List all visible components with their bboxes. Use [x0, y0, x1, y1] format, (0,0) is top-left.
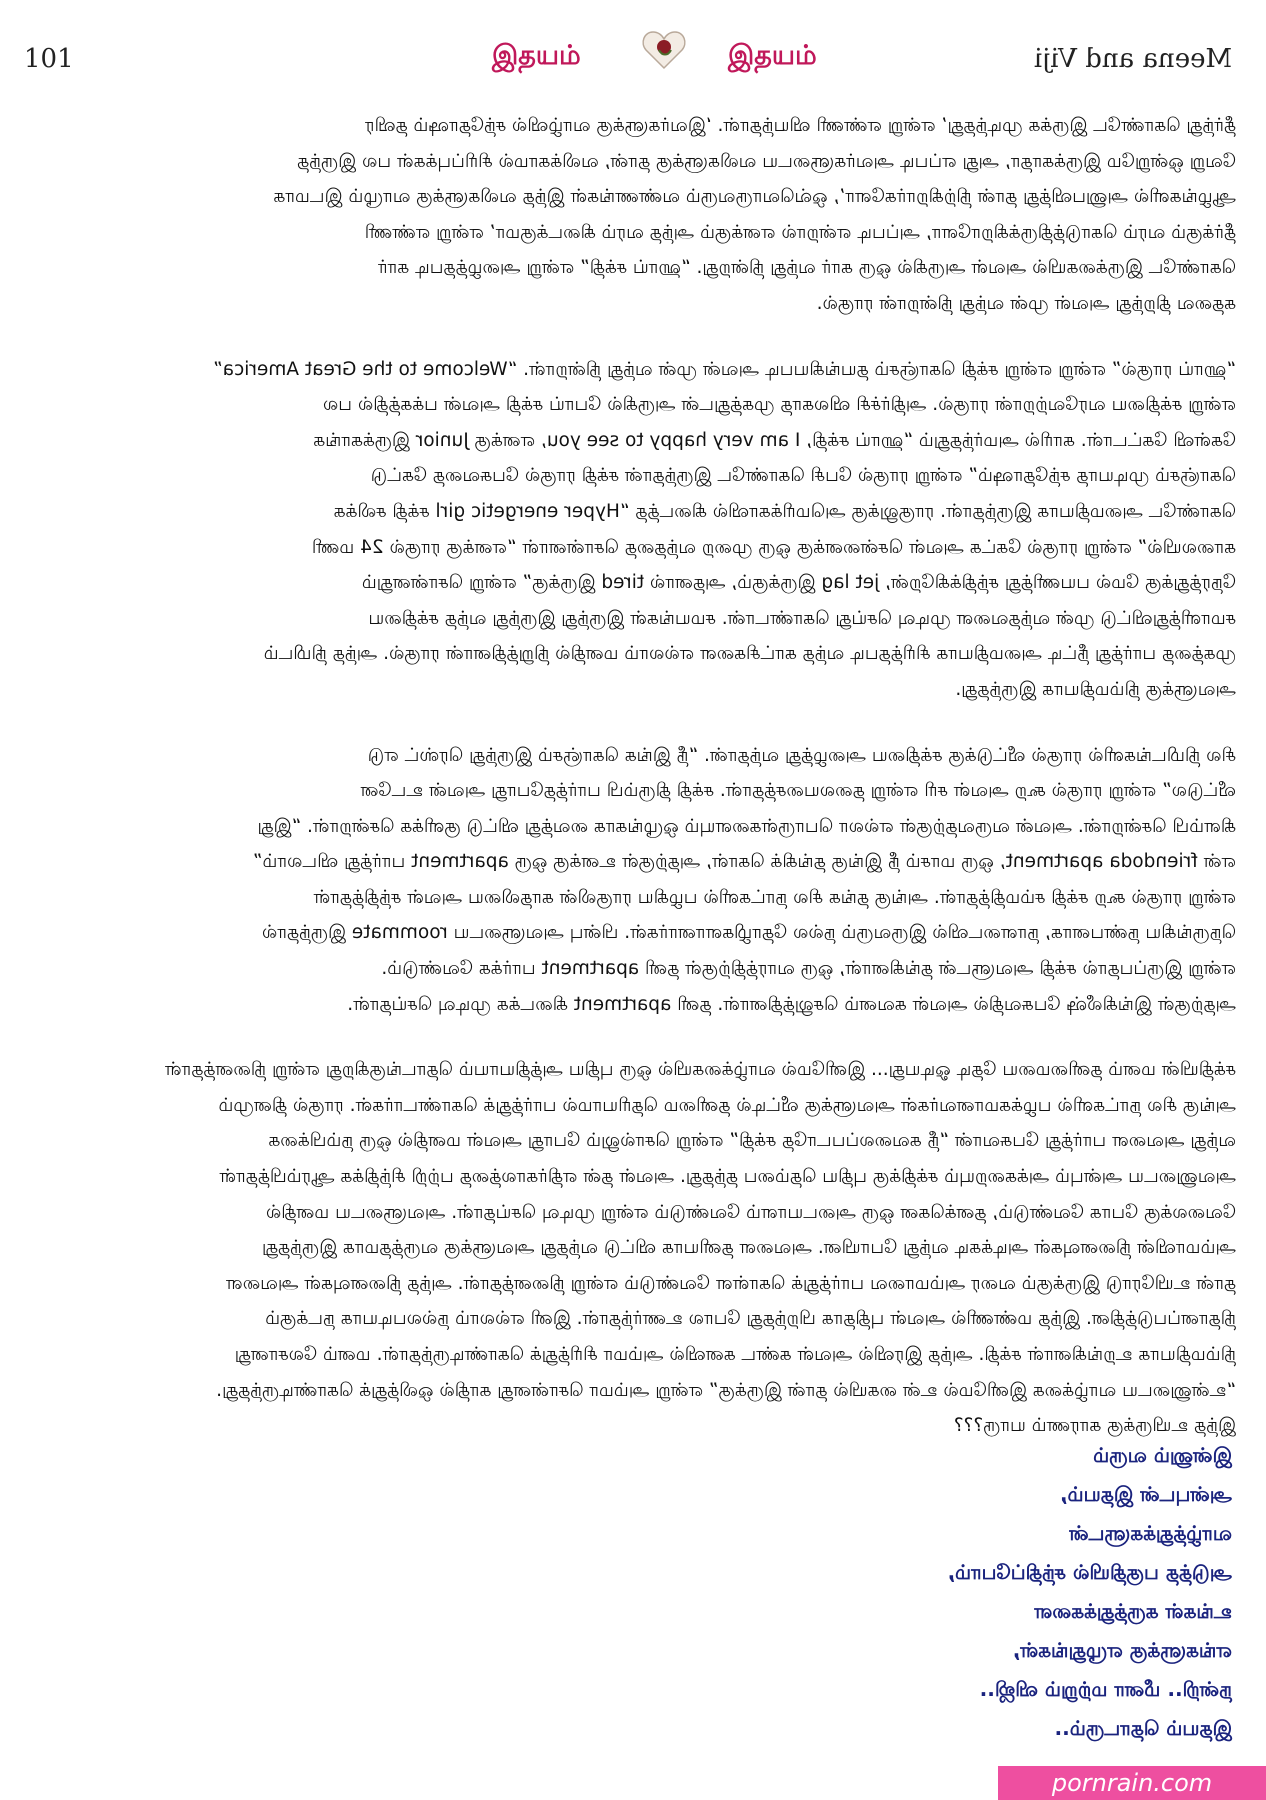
text-line: வேறு ஒன்றுமே இருக்காதா, அது எப்படி அவர்களுடைய வலிகளுக்கு தான், வலிக்காமல் சிரிப்புக்கள் பல இருந்த	[297, 150, 1236, 172]
page-header	[0, 0, 1266, 88]
text-line: சக்தியின் மனம் தனிமையை தேடி ஓடியது... இனிமேல் வாழ்க்கையில் ஒரு புதிய அத்தியாயம் தொடங்குகிறது என்று நினைத்தாள்	[164, 1059, 1236, 1081]
closing-line: இன்னும் வரும்	[1093, 1443, 1232, 1467]
text-line: ஆழங்களில் அனுபவித்து தான் நிற்கிறார்களோ’, ஒவ்வொருவரும் வண்ணங்கள் இந்த வலிகளுக்கு வாழும் இடமாக	[273, 186, 1236, 208]
closing-line: நன்றி.. மீனா மற்றும் விஜி..	[979, 1677, 1232, 1701]
text-line: கொஞ்சம் முடியாத சந்தோஷம்” என்று ராகுல் பேசி கொண்டே இருந்தான் சக்தி ராகுல் பேசுவதை கேட்டு	[370, 465, 1236, 487]
text-line: வீட்டுல” என்று ராகுல் கூற அவள் சரி என்று தலையசைத்தாள். சக்தி திரும்பி பார்த்தபோது அவன் உடனே	[360, 780, 1236, 802]
text-line: நேரத்துக்கு மேல் பயணித்து சந்திக்கிறேன், jet lag இருக்கும், அதனால் tired இருக்கு” என்று சொன்னதும்	[361, 572, 1236, 594]
text-line: வேலைக்கு போக வேண்டும், தனக்கென ஒரு அடையாளம் வேண்டும் என்று முடிவு செய்தாள். அவளுடைய மனதில்	[265, 1201, 1236, 1223]
text-line: சில நிமிடங்களில் ராகுல் வீட்டுக்கு சக்தியை அழைத்து வந்தான். “நீ இங்க கொஞ்சம் இருந்து ரெஸ்ட் எடு	[367, 744, 1236, 766]
text-line: இந்த உயிருக்கு காரணம் யாரு???	[953, 1415, 1236, 1437]
text-line: “ஹாய் ராகுல்” என்று என்று சக்தி கொஞ்சம் தயங்கியபடி அவன் முன் வந்து நின்றாள். “Welcome to the Great America”	[213, 358, 1236, 380]
text-line: கேள்வி கேட்டாள். காரில் அமர்ந்ததும் “ஹாய் சக்தி, I am very happy to see you, எனக்கு Junior இருக்காங்க	[313, 429, 1236, 451]
text-line: தான் உயிரோடு இருக்கும் வரை அம்மாவை பார்த்துக் கொள்ள வேண்டும் என்று நினைத்தாள். அந்த நினைவுகள் அவளை	[225, 1272, 1236, 1294]
text-line: என் friendoda apartment, ஒரு மாசம் நீ இங்கு தங்கிக் கொள், அதற்குள் உனக்கு ஒரு apartment பார்த்து விடலாம்”	[252, 851, 1236, 873]
text-line: அவளுக்கு நிம்மதியாக இருந்தது.	[955, 678, 1236, 700]
text-line: கிளம்பி சென்றான். அவன் வருவதற்குள் எல்லா பொருள்களையும் ஒழுங்காக வைத்து விட்டு குளிக்க சென்றாள். “இது	[257, 815, 1236, 837]
text-line: அம்மாவின் நினைவுகள் அடிக்கடி வந்து போயின. அவளை தனியாக விட்டு வந்தது அவளுக்கு வருத்தமாக இருந்தது	[261, 1237, 1236, 1259]
closing-signature	[632, 1436, 1232, 1748]
text-line: என்று சக்தியை வரவேற்றான் ராகுல். அதிர்ச்சி விலகாத முகத்துடன் அருகில் போய் சக்தி அவன் பக்கத்தில் பல	[322, 394, 1236, 416]
text-line: கொண்டே அமைதியாக இருந்தாள். ராகுலுக்கு அமெரிக்காவில் கிடைத்த “Hyper energetic girl சக்தி சலிக்க	[333, 500, 1236, 522]
closing-line: அன்புடன் இதயம்,	[1059, 1482, 1232, 1506]
closing-line: அடுத்த பகுதியில் சந்திப்போம்,	[947, 1560, 1232, 1584]
author-credit: Meena and Viji	[1033, 44, 1232, 74]
text-line: தீர்ந்து கொண்டே இருக்க முடிந்தது’ என்று எண்ணி வியந்தாள். ‘இவர்களுக்கு வாழ்வில் சந்தோஷம் தவிர	[364, 115, 1236, 136]
story-body	[20, 108, 1236, 1474]
text-line: நெருங்கிய நண்பனாக, நாளடைவில் இருவரும் நல்ல தோழிகளானார்கள். பின்பு அவளுடைய roommate இருந்தால்	[261, 922, 1236, 944]
paragraph	[20, 352, 1236, 708]
header-title-left: இதயம்	[492, 40, 581, 71]
paragraph	[20, 1052, 1236, 1444]
text-line: காலையில்” என்று ராகுல் கேட்க அவள் சென்னைக்கு ஒரு முறை வந்ததை சொன்னாள் “எனக்கு ராகுல் 24 மணி	[311, 536, 1236, 558]
heart-icon	[640, 26, 688, 74]
closing-line: உங்கள் கருத்துக்களை	[1034, 1599, 1232, 1623]
closing-line: வாழ்த்துக்களுடன்	[1069, 1521, 1232, 1545]
text-line: தீர்க்கும் வரம் கொடுத்திருக்கிறாளோ, அப்படி என்றால் எனக்கும் அந்த வரம் கிடைக்குமா’ என்று எண்ணி	[364, 221, 1236, 243]
text-line: முகத்தை பார்த்து நீட்டி அமைதியாக சிரித்தபடி வந்த காட்சிகளை எல்லாம் மனதில் நிறுத்தினான் ராகுல். அந்த நிமிடம்	[263, 643, 1236, 665]
closing-line: எங்களுக்கு எழுதுங்கள்,	[1012, 1638, 1232, 1662]
closing-line: இதயம் தொடரும்..	[1054, 1716, 1232, 1740]
paragraph	[20, 738, 1236, 1023]
header-title-right: இதயம்	[728, 40, 817, 71]
text-line: சமாளித்துவிட்டு முன் வந்தவளை முடிவு செய்து கொண்டான். சமயங்கள் இருந்து இருந்து வந்த சக்தியை	[368, 607, 1236, 629]
text-line: அவனுடைய அன்பும் அக்கறையும் சக்திக்கு புதிய தெம்பை தந்தது. அவள் தன் எதிர்காலத்தை பற்றி சிந்திக்க ஆரம்பித்தாள்	[219, 1166, 1236, 1188]
page-number: 101	[24, 44, 74, 74]
text-line: அதற்குள் இங்கிலீஷ் பேசுவதில் அவள் கவனம் செலுத்தினாள். தனி apartment கிடைக்க முடிவு செய்தாள்.	[347, 993, 1236, 1015]
text-line: என்று ராகுல் கூற சக்தி சம்மதித்தாள். அங்கு தங்க சில நாட்களில் பழகிய ராகுலின் காதலியை அவள் சந்தித்தாள்	[313, 886, 1236, 908]
paragraph	[20, 108, 1236, 322]
text-line: என்று இருப்பதால் சக்தி அவளுடன் தங்கினாள், ஒரு வாரத்திற்குள் தனி apartment பார்க்க வேண்டும்.	[381, 958, 1236, 980]
text-line: நிம்மதியாக உறங்கினாள் சக்தி. அந்த இரவில் அவள் கண்ட கனவில் அம்மா சிரித்துக் கொண்டிருந்தாள். மனம் லேசானது	[234, 1344, 1236, 1365]
text-line: கொண்டே இருக்கையில் அவள் அருகில் ஒரு கார் வந்து நின்றது. “ஹாய் சக்தி” என்று அழைத்தபடி கார்	[377, 257, 1236, 279]
watermark: pornrain.com	[998, 1766, 1266, 1800]
text-line: அங்கு சில நாட்களில் பழக்கமானவர்கள் அவளுக்கு வீட்டில் தனிமை தெரியாமல் பார்த்துக் கொண்டார்கள். ராகுல் தினமும்	[218, 1094, 1236, 1116]
text-line: நிதானப்படுத்தின. இந்த மண்ணில் அவள் புதிதாக பிறந்தது போல உணர்ந்தாள். இனி எல்லாம் நல்லபடியாக நடக்கும்	[265, 1308, 1236, 1330]
text-line: வந்து அவளை பார்த்து பேசுவான் “நீ கவலைப்படாதே சக்தி” என்று சொல்லும் போது அவள் மனதில் ஒரு நம்பிக்கை	[268, 1130, 1236, 1152]
text-line: கதவை திறந்து அவள் முன் வந்து நின்றான் ராகுல்.	[816, 292, 1236, 314]
text-line: “உன்னுடைய வாழ்க்கை இனிமேல் உன் கையில் தான் இருக்கு” என்று அம்மா சொன்னது காதில் ஒலித்துக் கொண்டிருந்தது.	[216, 1379, 1236, 1401]
